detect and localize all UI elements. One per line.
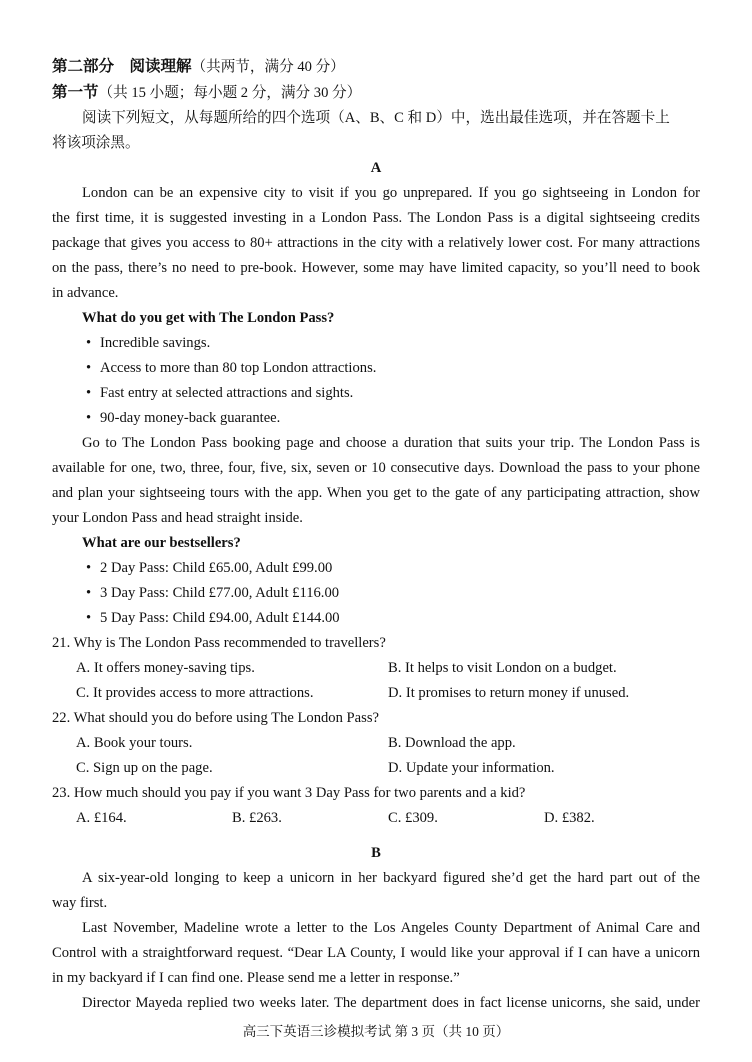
benefit-item: • Access to more than 80 top London attractions. [52, 356, 700, 381]
option-d: D. Update your information. [388, 760, 555, 776]
option-b: B. £263. [232, 810, 282, 826]
option-row [52, 656, 700, 681]
bullet-icon: • [86, 335, 92, 351]
passage-a-p2-line: Go to The London Pass booking page and choose a duration that suits your trip. The London Pass is [82, 435, 700, 451]
part-title: 第二部分 阅读理解 [52, 58, 192, 75]
option-d: D. £382. [544, 810, 595, 826]
benefit-item: • Incredible savings. [52, 331, 700, 356]
passage-a-label: A [370, 160, 382, 176]
bullet-icon: • [86, 360, 92, 376]
part-note: （共两节，满分 40 分） [191, 59, 345, 75]
option-row [52, 681, 700, 706]
option-b: B. Download the app. [388, 735, 516, 751]
passage-a-p1-line: on the pass, there’s no need to pre-book. However, some may have limited capacity, so you’ll need to book [52, 260, 700, 276]
bullet-icon: • [86, 585, 92, 601]
option-row [52, 806, 700, 831]
passage-a-p2-line: and plan your sightseeing tours with the app. When you get to the gate of any participating attraction, show [52, 485, 700, 501]
option-row [52, 731, 700, 756]
passage-b-label: B [371, 845, 381, 861]
option-a: A. It offers money-saving tips. [76, 660, 255, 676]
passage-a-p2-line: available for one, two, three, four, five, six, seven or 10 consecutive days. Download the pass to your phone [52, 460, 700, 476]
passage-b-line: way first. [52, 895, 108, 911]
bullet-icon: • [86, 385, 92, 401]
passage-a-p1-line: in advance. [52, 285, 119, 301]
exam-page [52, 54, 700, 1016]
question-stem: 23. How much should you pay if you want 3 Day Pass for two parents and a kid? [52, 785, 526, 801]
instruction-line-2: 将该项涂黑。 [52, 135, 140, 151]
section-note: （共 15 小题；每小题 2 分，满分 30 分） [98, 85, 362, 101]
bullet-icon: • [86, 610, 92, 626]
option-a: A. £164. [76, 810, 127, 826]
part-heading [52, 54, 700, 80]
bestseller-item: • 2 Day Pass: Child £65.00, Adult £99.00 [52, 556, 700, 581]
passage-b-line: Last November, Madeline wrote a letter to the Los Angeles County Department of Animal Care and [82, 920, 700, 936]
option-c: C. £309. [388, 810, 438, 826]
passage-b-line: Control with a straightforward request. “Dear LA County, I would like your approval if I can have a unicorn [52, 945, 700, 961]
bestseller-item: • 5 Day Pass: Child £94.00, Adult £144.00 [52, 606, 700, 631]
benefit-item: • Fast entry at selected attractions and sights. [52, 381, 700, 406]
option-a: A. Book your tours. [76, 735, 193, 751]
passage-b-line: in my backyard if I can find one. Please send me a letter in response.” [52, 970, 460, 986]
option-row [52, 756, 700, 781]
question-stem: 21. Why is The London Pass recommended to travellers? [52, 635, 386, 651]
page-footer: 高三下英语三诊模拟考试 第 3 页（共 10 页） [242, 1024, 510, 1039]
option-c: C. It provides access to more attractions. [76, 685, 314, 701]
option-b: B. It helps to visit London on a budget. [388, 660, 617, 676]
benefits-heading: What do you get with The London Pass? [82, 310, 335, 326]
section-title: 第一节 [52, 84, 99, 101]
section-heading [52, 80, 700, 106]
instruction-line-1: 阅读下列短文，从每题所给的四个选项（A、B、C 和 D）中，选出最佳选项，并在答题卡上 [82, 110, 670, 126]
passage-a-p1-line: package that gives you access to 80+ attractions in the city with a relatively lower cost. For many attractions [52, 235, 700, 251]
passage-a-p1-line: the first time, it is suggested investing in a London Pass. The London Pass is a digital sightseeing credits [52, 210, 700, 226]
benefit-item: • 90-day money-back guarantee. [52, 406, 700, 431]
option-c: C. Sign up on the page. [76, 760, 213, 776]
bullet-icon: • [86, 410, 92, 426]
bestsellers-heading: What are our bestsellers? [82, 535, 241, 551]
passage-a-p1-line: London can be an expensive city to visit if you go unprepared. If you go sightseeing in London for [82, 185, 700, 201]
passage-b-line: Director Mayeda replied two weeks later. The department does in fact license unicorns, she said, under [82, 995, 700, 1011]
bestseller-item: • 3 Day Pass: Child £77.00, Adult £116.00 [52, 581, 700, 606]
option-d: D. It promises to return money if unused. [388, 685, 630, 701]
passage-b-line: A six-year-old longing to keep a unicorn in her backyard figured she’d get the hard part out of the [82, 870, 700, 886]
passage-a-p2-line: your London Pass and head straight inside. [52, 510, 303, 526]
bullet-icon: • [86, 560, 92, 576]
question-stem: 22. What should you do before using The London Pass? [52, 710, 379, 726]
